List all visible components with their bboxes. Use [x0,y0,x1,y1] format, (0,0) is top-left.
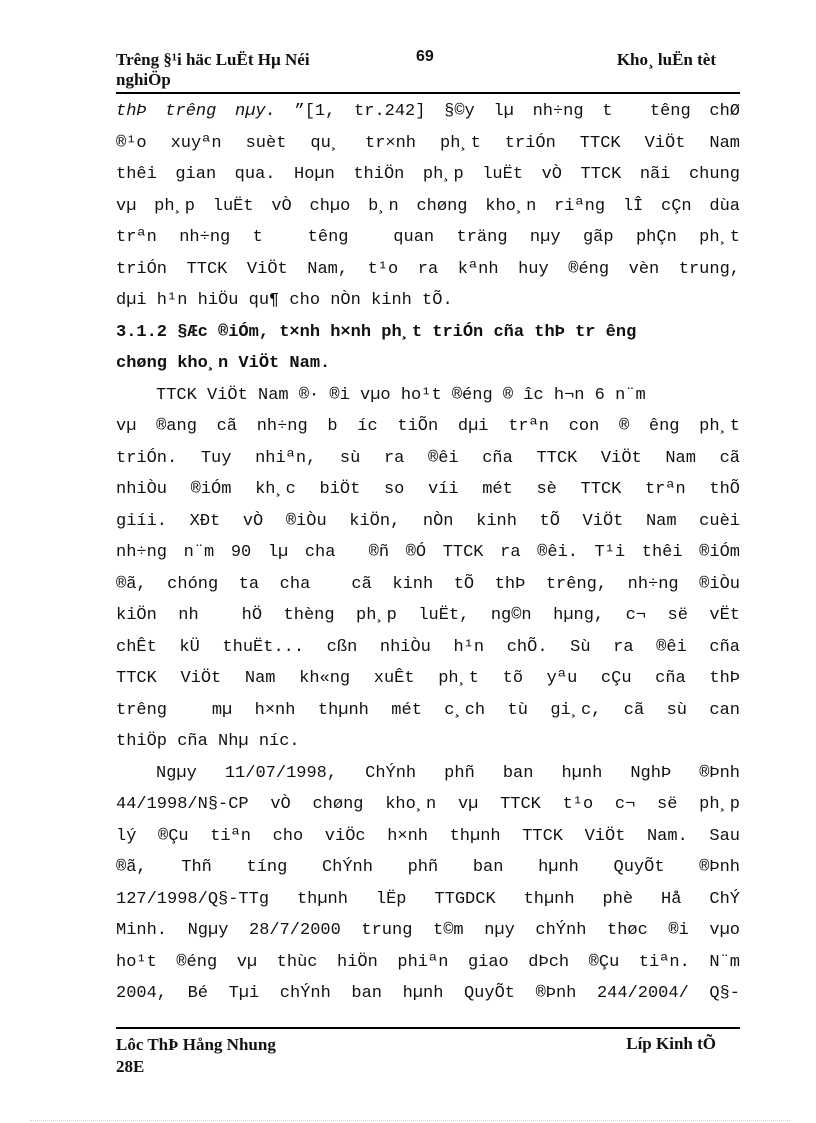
text-line: vµ ®ang cã nh÷ng b íc tiÕn dµi trªn con ® êng ph¸t [116,417,740,436]
text-line: chÊt kÜ thuËt... cßn nhiÒu h¹n chÕ. Sù ra ®êi cña [116,637,740,657]
text-line: ®ã, Thñ tíng ChÝnh phñ ban hµnh QuyÕt ®Þnh [116,858,740,877]
text-line: ®¹o xuyªn suèt qu¸ tr×nh ph¸t triÓn TTCK ViÖt Nam [116,133,740,153]
text-line: trªn nh÷ng t têng quan träng nµy gãp phÇn ph¸t [116,228,740,247]
text-line: nhiÒu ®iÓm kh¸c biÖt so víi mét sè TTCK trªn thÕ [116,480,740,499]
text-line: thêi gian qua. Hoµn thiÖn ph¸p luËt vÒ TTCK nãi chung [116,165,740,184]
text-line: triÓn. Tuy nhiªn, sù ra ®êi cña TTCK ViÖt Nam cã [116,448,740,468]
page-edge-divider [30,1120,790,1121]
text-line: ho¹t ®éng vµ thùc hiÖn phiªn giao dÞch ®Çu tiªn. N¨m [116,952,740,972]
quote-rest: ”[1, tr.242] §©y lµ nh÷ng t têng chØ [294,102,740,121]
text-line: Minh. Ngµy 28/7/2000 trung t©m nµy chÝnh thøc ®i vµo [116,921,740,940]
page-header [116,48,740,92]
header-left [116,50,356,90]
text-line [116,96,740,128]
text-line: vµ ph¸p luËt vÒ chµo b¸n chøng kho¸n riªng lÎ cÇn dùa [116,196,740,216]
footer-author: Lôc ThÞ Hång Nhung [116,1035,276,1054]
text-line: lý ®Çu tiªn cho viÖc h×nh thµnh TTCK ViÖt Nam. Sau [116,826,740,846]
text-line: trêng mµ h×nh thµnh mét c¸ch tù gi¸c, cã sù can [116,700,740,720]
page-number: 69 [416,48,434,65]
header-right: Kho¸ luËn tèt [616,50,716,69]
page-footer [116,1034,740,1078]
text-line: 3.1.2 §Æc ®iÓm, t×nh h×nh ph¸t triÓn cña thÞ tr êng [116,322,637,342]
text-line: TTCK ViÖt Nam ®· ®i vµo ho¹t ®éng ® îc h¬n 6 n¨m [156,385,646,405]
text-line: 2004, Bé Tµi chÝnh ban hµnh QuyÕt ®Þnh 244/2004/ Q§- [116,984,740,1003]
text-line: chøng kho¸n ViÖt Nam. [116,354,331,373]
text-line: ®ã, chóng ta cha cã kinh tÕ thÞ trêng, nh÷ng ®iÒu [116,574,740,594]
text-line: dµi h¹n hiÖu qu¶ cho nÒn kinh tÕ. [116,291,453,310]
quote-italic: thÞ trêng nµy. [116,102,295,121]
text-line: nh÷ng n¨m 90 lµ cha ®ñ ®Ó TTCK ra ®êi. T¹i thêi ®iÓm [116,543,740,562]
header-university: Trêng §¹i häc LuËt Hµ Néi [116,50,310,69]
text-line: TTCK ViÖt Nam kh«ng xuÊt ph¸t tõ yªu cÇu cña thÞ [116,669,740,688]
footer-right: Líp Kinh tÕ [626,1034,716,1053]
text-line: 44/1998/N§-CP vÒ chøng kho¸n vµ TTCK t¹o c¬ së ph¸p [116,795,740,814]
text-line: Ngµy 11/07/1998, ChÝnh phñ ban hµnh NghÞ ®Þnh [156,763,740,783]
header-university-cont: nghiÖp [116,70,171,89]
text-line: thiÖp cña Nhµ níc. [116,732,300,751]
text-line: giíi. XÐt vÒ ®iÒu kiÖn, nÒn kinh tÕ ViÖt Nam cuèi [116,511,740,531]
body-text [116,96,740,1010]
text-line: kiÖn nh hÖ thèng ph¸p luËt, ng©n hµng, c¬ së vËt [116,606,740,625]
text-line: triÓn TTCK ViÖt Nam, t¹o ra kªnh huy ®éng vèn trung, [116,259,740,279]
footer-left [116,1034,276,1078]
text-line: 127/1998/Q§-TTg thµnh lËp TTGDCK thµnh phè Hå ChÝ [116,889,740,909]
footer-rule [116,1027,740,1029]
footer-class-code: 28E [116,1057,145,1076]
header-rule [116,92,740,94]
